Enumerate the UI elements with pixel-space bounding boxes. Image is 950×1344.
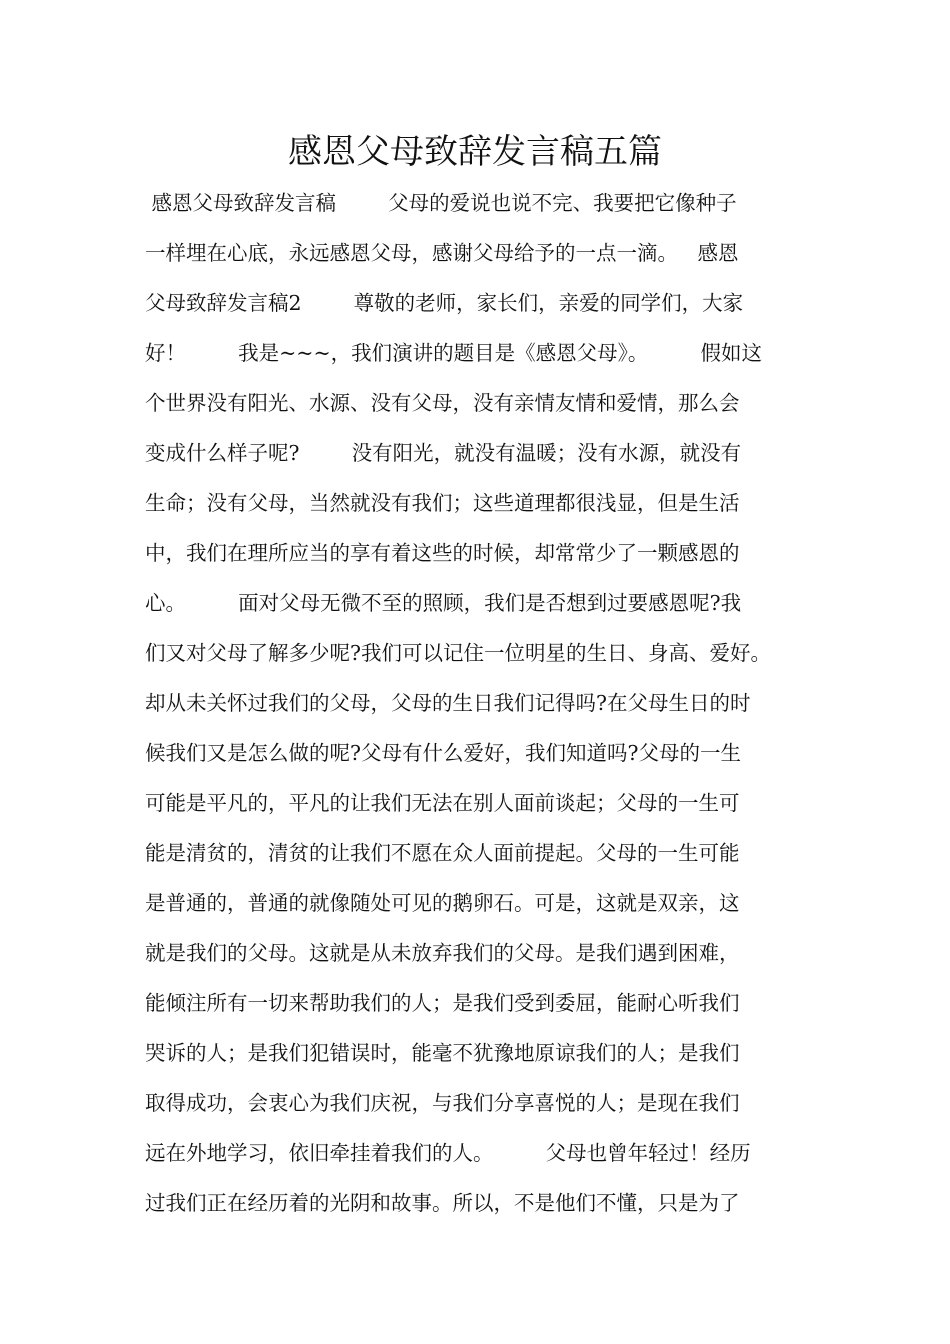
text-line: 取得成功，会衷心为我们庆祝，与我们分享喜悦的人；是现在我们	[145, 1091, 740, 1115]
page-title: 感恩父母致辞发言稿五篇	[288, 132, 662, 172]
text-line: 感恩父母致辞发言稿 父母的爱说也说不完、我要把它像种子	[145, 191, 737, 215]
text-line: 就是我们的父母。这就是从未放弃我们的父母。是我们遇到困难，	[145, 941, 740, 965]
text-line: 心。 面对父母无微不至的照顾，我们是否想到过要感恩呢?我	[145, 591, 742, 615]
text-line: 好！ 我是~~~，我们演讲的题目是《感恩父母》。 假如这	[145, 341, 763, 365]
text-line: 变成什么样子呢? 没有阳光，就没有温暖；没有水源，就没有	[145, 441, 742, 465]
text-line: 一样埋在心底，永远感恩父母，感谢父母给予的一点一滴。 感恩	[145, 241, 739, 265]
text-line: 们又对父母了解多少呢?我们可以记住一位明星的生日、身高、爱好。	[145, 641, 771, 665]
text-line: 哭诉的人；是我们犯错误时，能毫不犹豫地原谅我们的人；是我们	[145, 1041, 740, 1065]
text-line: 个世界没有阳光、水源、没有父母，没有亲情友情和爱情，那么会	[145, 391, 740, 415]
text-line: 能倾注所有一切来帮助我们的人；是我们受到委屈，能耐心听我们	[145, 991, 740, 1015]
text-line: 过我们正在经历着的光阴和故事。所以，不是他们不懂，只是为了	[145, 1191, 740, 1215]
text-line: 能是清贫的，清贫的让我们不愿在众人面前提起。父母的一生可能	[145, 841, 740, 865]
text-line: 中，我们在理所应当的享有着这些的时候，却常常少了一颗感恩的	[145, 541, 740, 565]
text-line: 候我们又是怎么做的呢?父母有什么爱好，我们知道吗?父母的一生	[145, 741, 741, 765]
text-line: 远在外地学习，依旧牵挂着我们的人。 父母也曾年轻过！经历	[145, 1141, 751, 1165]
text-line: 是普通的，普通的就像随处可见的鹅卵石。可是，这就是双亲，这	[145, 891, 740, 915]
text-line: 却从未关怀过我们的父母，父母的生日我们记得吗?在父母生日的时	[145, 691, 751, 715]
text-line: 可能是平凡的，平凡的让我们无法在别人面前谈起；父母的一生可	[145, 791, 740, 815]
text-line: 生命；没有父母，当然就没有我们；这些道理都很浅显，但是生活	[145, 491, 740, 515]
text-line: 父母致辞发言稿2 尊敬的老师，家长们，亲爱的同学们，大家	[145, 291, 744, 315]
document-body	[145, 178, 835, 1228]
